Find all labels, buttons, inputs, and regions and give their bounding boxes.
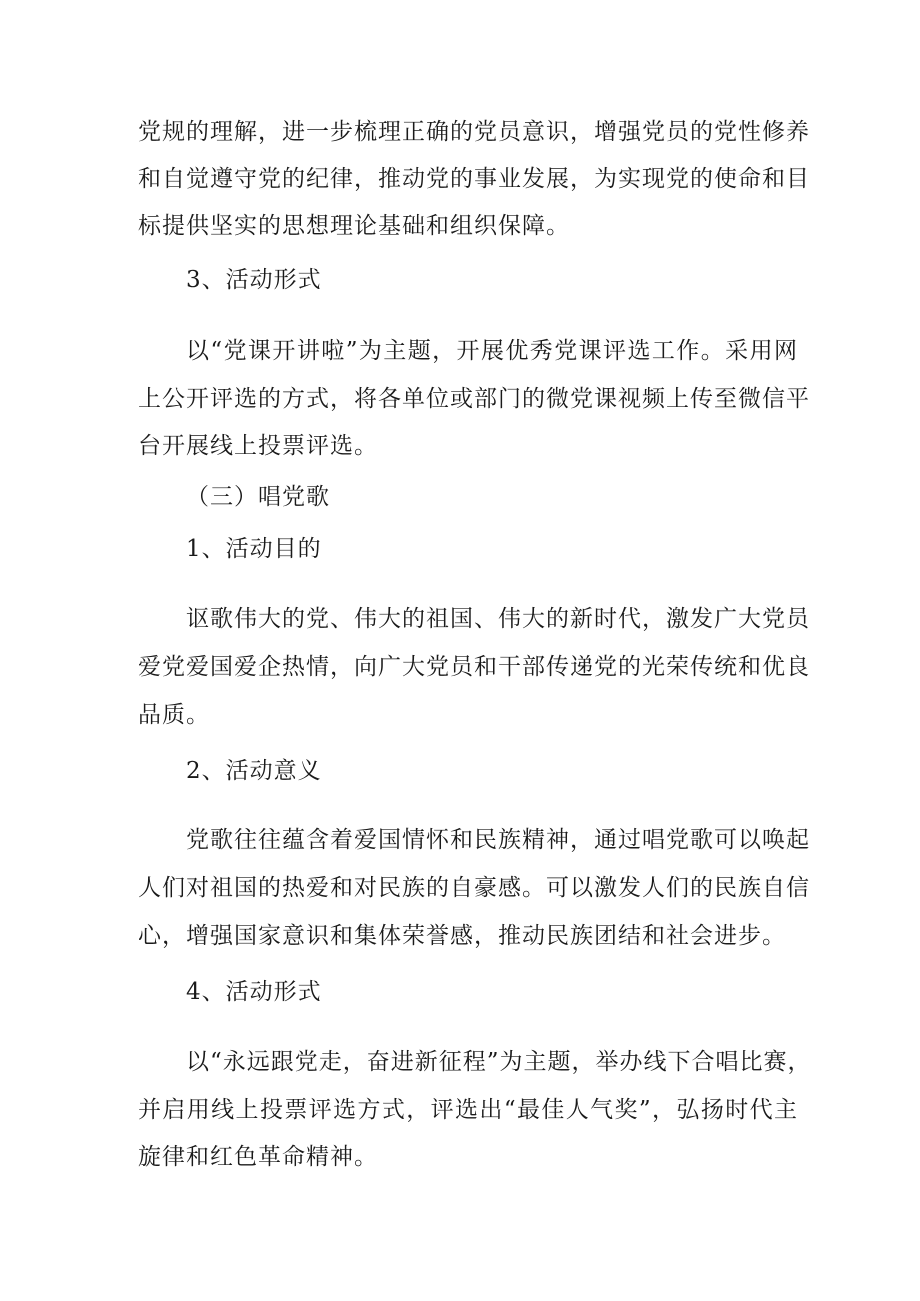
paragraph-line: 以“党课开讲啦”为主题，开展优秀党课评选工作。采用网 (186, 338, 798, 364)
paragraph-line: 爱党爱国爱企热情，向广大党员和干部传递党的光荣传统和优良 (138, 654, 810, 680)
paragraph-line: 讴歌伟大的党、伟大的祖国、伟大的新时代，激发广大党员 (186, 606, 810, 632)
paragraph-line: 品质。 (138, 702, 210, 728)
paragraph-line: 旋律和红色革命精神。 (138, 1144, 378, 1170)
paragraph-line: 以“永远跟党走，奋进新征程”为主题，举办线下合唱比赛， (186, 1049, 812, 1075)
paragraph-line: 和自觉遵守党的纪律，推动党的事业发展，为实现党的使命和目 (138, 166, 810, 192)
paragraph-line: 人们对祖国的热爱和对民族的自豪感。可以激发人们的民族自信 (138, 875, 810, 901)
subheading-activity-form: 3、活动形式 (186, 267, 322, 293)
paragraph-line: 并启用线上投票评选方式，评选出“最佳人气奖”，弘扬时代主 (138, 1097, 798, 1123)
paragraph-line: 党歌往往蕴含着爱国情怀和民族精神，通过唱党歌可以唤起 (186, 827, 810, 853)
section-heading: （三）唱党歌 (186, 484, 330, 510)
paragraph-line: 心，增强国家意识和集体荣誉感，推动民族团结和社会进步。 (138, 923, 786, 949)
paragraph-line: 党规的理解，进一步梳理正确的党员意识，增强党员的党性修养 (138, 119, 810, 145)
paragraph-line: 台开展线上投票评选。 (138, 433, 378, 459)
paragraph-line: 上公开评选的方式，将各单位或部门的微党课视频上传至微信平 (138, 386, 810, 412)
subheading-activity-meaning: 2、活动意义 (186, 758, 322, 784)
subheading-activity-form-2: 4、活动形式 (186, 979, 322, 1005)
paragraph-line: 标提供坚实的思想理论基础和组织保障。 (138, 213, 570, 239)
subheading-activity-purpose: 1、活动目的 (186, 536, 322, 562)
